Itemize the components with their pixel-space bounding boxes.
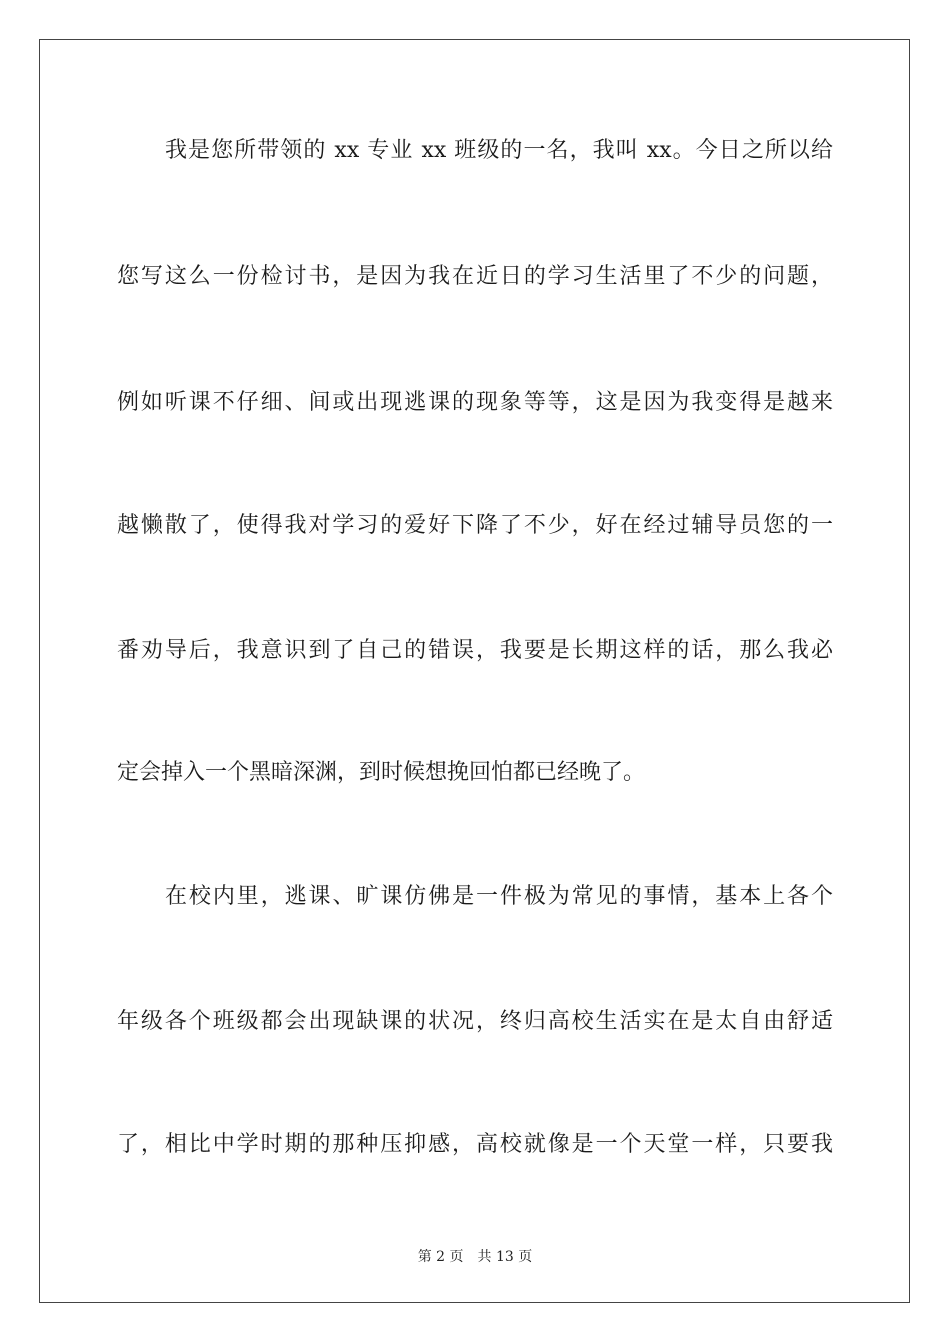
page-border <box>39 39 910 1303</box>
page-footer <box>0 1247 950 1267</box>
paragraph-2-line-2: 年级各个班级都会出现缺课的状况，终归高校生活实在是太自由舒适 <box>117 1009 833 1034</box>
paragraph-2-line-3: 了，相比中学时期的那种压抑感，高校就像是一个天堂一样，只要我 <box>117 1132 833 1157</box>
paragraph-1-line-1: 我是您所带领的 xx 专业 xx 班级的一名，我叫 xx。今日之所以给 <box>165 138 833 163</box>
paragraph-1-line-6: 定会掉入一个黑暗深渊，到时候想挽回怕都已经晚了。 <box>117 760 646 785</box>
page-number: 第 2 页 <box>417 1249 464 1265</box>
paragraph-1-line-4: 越懒散了，使得我对学习的爱好下降了不少，好在经过辅导员您的一 <box>117 513 833 538</box>
paragraph-2-line-1: 在校内里，逃课、旷课仿佛是一件极为常见的事情，基本上各个 <box>165 884 833 909</box>
page-total: 共 13 页 <box>477 1249 533 1265</box>
paragraph-1-line-5: 番劝导后，我意识到了自己的错误，我要是长期这样的话，那么我必 <box>117 638 833 663</box>
paragraph-1-line-3: 例如听课不仔细、间或出现逃课的现象等等，这是因为我变得是越来 <box>117 390 833 415</box>
paragraph-1-line-2: 您写这么一份检讨书，是因为我在近日的学习生活里了不少的问题， <box>117 264 833 289</box>
